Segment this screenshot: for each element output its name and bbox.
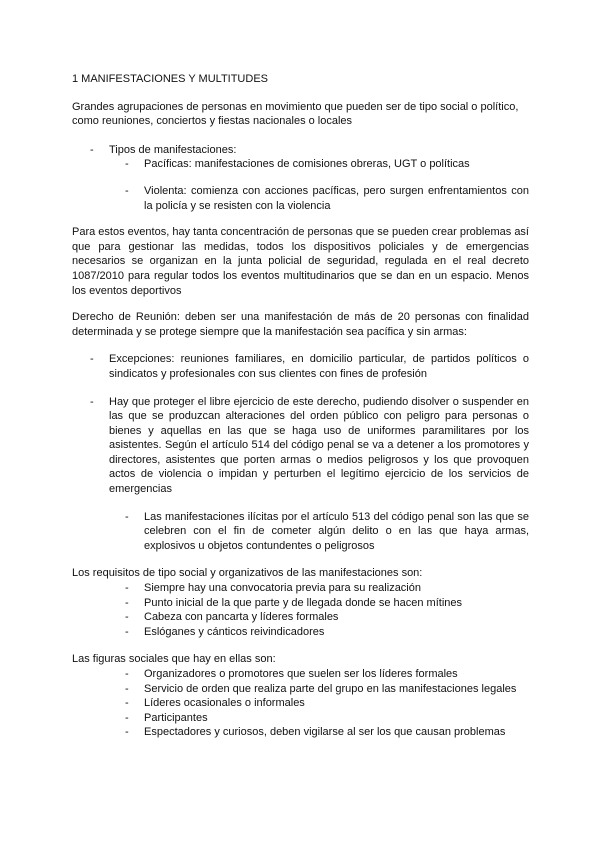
bullet-dash: - [90,143,94,156]
bullet-dash: - [125,697,129,710]
events-paragraph: Para estos eventos, hay tanta concentración de personas que se pueden crear problemas así que para gestionar las medidas, todos los dispositivos policiales y de emergencias necesarios se organizan en la junta policial de seguridad, regulada en el real decreto 1087/2010 para regular todos los eventos multitudinarios que se dan en un espacio. Menos los eventos deportivos [72,226,529,297]
protection-item: Hay que proteger el libre ejercicio de este derecho, pudiendo disolver o suspender en las que se produzcan alteraciones del orden público con peligro para personas o bienes y aquellas en las que se haga uso de uniformes paramilitares por los asistentes. Según el artículo 514 del código penal se va a detener a los promotores y directores, asistentes que porten armas o medios peligrosos y los que provoquen actos de violencia o impidan y perturben el legítimo ejercicio de los servicios de emergencias [109,395,529,496]
bullet-dash: - [125,668,129,680]
list-item [72,696,529,711]
exceptions-item: Excepciones: reuniones familiares, en domicilio particular, de partidos políticos o sindicatos y profesionales con sus clientes con fines de profesión [109,353,529,380]
list-item [72,725,529,740]
type-violenta: Violenta: comienza con acciones pacíficas, pero surgen enfrentamientos con la policía y se resisten con la violencia [144,184,529,212]
list-item [72,143,529,158]
list-item [72,667,529,682]
requirement-item: Punto inicial de la que parte y de llegada donde se hacen mítines [144,596,462,609]
document-page [72,72,529,740]
section-heading: 1 MANIFESTACIONES Y MULTITUDES [72,73,268,85]
figures-label: Las figuras sociales que hay en ellas son: [72,653,276,666]
list-item [72,510,529,554]
bullet-dash: - [125,625,129,638]
bullet-dash: - [125,711,129,724]
figure-item: Servicio de orden que realiza parte del grupo en las manifestaciones legales [144,682,517,695]
list-item [72,184,529,213]
bullet-dash: - [125,582,129,595]
list-item [72,352,529,381]
bullet-dash: - [125,510,129,523]
bullet-dash: - [125,682,129,695]
requirement-item: Cabeza con pancarta y líderes formales [144,611,339,624]
figure-item: Participantes [144,711,208,724]
list-item [72,157,529,172]
bullet-dash: - [90,395,94,408]
intro-paragraph: Grandes agrupaciones de personas en movimiento que pueden ser de tipo social o político, como reuniones, conciertos y fiestas nacionales o locales [72,100,519,128]
bullet-dash: - [125,184,129,197]
requirement-item: Eslóganes y cánticos reivindicadores [144,625,325,638]
illicit-item: Las manifestaciones ilícitas por el artículo 513 del código penal son las que se celebren con el fin de cometer algún delito o en las que haya armas, explosivos u objetos contundentes o peligrosos [144,510,529,552]
list-item [72,610,529,625]
figure-item: Espectadores y curiosos, deben vigilarse al ser los que causan problemas [144,726,506,739]
bullet-dash: - [125,158,129,171]
type-pacificas: Pacíficas: manifestaciones de comisiones obreras, UGT o políticas [144,158,470,171]
list-item [72,711,529,726]
requirements-label: Los requisitos de tipo social y organizativos de las manifestaciones son: [72,567,423,580]
figure-item: Organizadores o promotores que suelen ser los líderes formales [144,668,458,680]
list-item [72,581,529,596]
types-label: Tipos de manifestaciones: [109,143,237,156]
list-item [72,625,529,640]
bullet-dash: - [125,596,129,609]
list-item [72,596,529,611]
requirement-item: Siempre hay una convocatoria previa para su realización [144,582,421,595]
bullet-dash: - [125,611,129,624]
list-item [72,395,529,497]
bullet-dash: - [125,726,129,739]
figure-item: Líderes ocasionales o informales [144,697,305,710]
list-item [72,682,529,697]
bullet-dash: - [90,353,94,366]
right-paragraph: Derecho de Reunión: deben ser una manifestación de más de 20 personas con finalidad determinada y se protege siempre que la manifestación sea pacífica y sin armas: [72,311,529,338]
